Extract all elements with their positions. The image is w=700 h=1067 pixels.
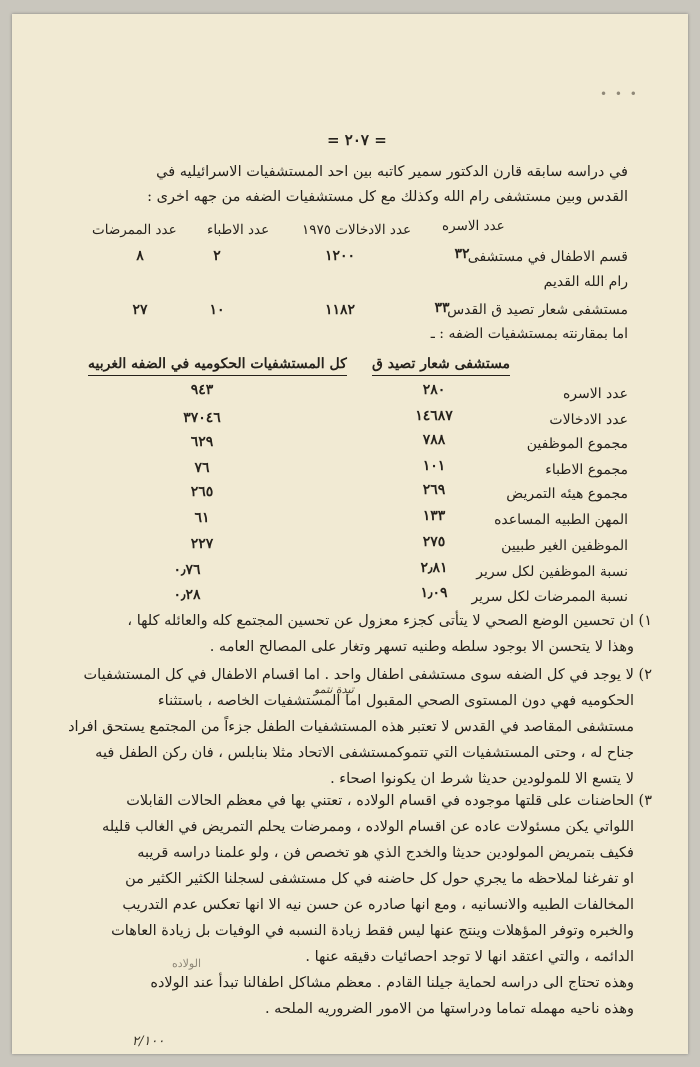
t2-value-b: ٢٦٥ bbox=[190, 484, 214, 500]
note-3-line: وهذه ناحيه مهمله تماما ودراستها من الامور الضروريه الملحه . bbox=[264, 1001, 634, 1017]
t1-value: ٢٧ bbox=[132, 302, 148, 318]
compare-intro: اما بمقارنته بمستشفيات الضفه : ـ bbox=[430, 326, 628, 342]
t2-value-b: ٣٧٠٤٦ bbox=[183, 410, 221, 426]
note-2-line: لا يتسع الا للمولودين حديثا شرط ان يكونوا اصحاء . bbox=[330, 771, 634, 787]
note-3-line: الدائمه ، والتي اعتقد انها لا توجد احصائيات دقيقه عنها . bbox=[305, 949, 634, 965]
t1-row-label: قسم الاطفال في مستشفى bbox=[467, 249, 628, 265]
note-2-line: الحكوميه فهي دون المستوى الصحي المقبول اما المستشفيات الخاصه ، باستثناء bbox=[157, 693, 634, 709]
note-3-line: او تفرغنا لملاحظه ما يجري حول كل حاضنه في كل مستشفى لسجلنا الكثير الكثير من bbox=[125, 871, 634, 887]
note-3-line: والخبره وتوفر المؤهلات وينتج عنها ليس فقط زيادة النسبه في الوفيات بل زيادة العاهات bbox=[111, 923, 634, 939]
note-3-line: وهذه تحتاج الى دراسه لحماية جيلنا القادم . معظم مشاكل اطفالنا تبدأ عند الولاده bbox=[150, 975, 634, 991]
t2-row-label: مجموع الاطباء bbox=[545, 462, 628, 478]
note-2-line: ٢) لا يوجد في كل الضفه سوى مستشفى اطفال واحد . اما اقسام الاطفال في كل المستشفيات bbox=[83, 667, 652, 683]
page-number: = ٢٠٧ = bbox=[327, 131, 387, 149]
t1-header-beds: عدد الاسره bbox=[442, 218, 505, 234]
note-1 bbox=[72, 614, 652, 664]
t1-value: ١٠ bbox=[209, 302, 225, 318]
t2-row-label: مجموع هيئه التمريض bbox=[506, 486, 628, 502]
note-3-line: ٣) الحاضنات على قلتها موجوده في اقسام الولاده ، تعتني بها في معظم الحالات القابلات bbox=[126, 793, 652, 809]
note-3 bbox=[72, 794, 652, 1034]
t1-value: ١١٨٢ bbox=[324, 302, 356, 318]
corner-marks: • • • bbox=[600, 87, 639, 101]
t2-header-col1: مستشفى شعار تصيد ق bbox=[372, 356, 510, 376]
t2-value-a: ١٫٠٩ bbox=[420, 585, 448, 601]
t2-value-a: ١٣٣ bbox=[422, 508, 446, 524]
note-1-line: ١) ان تحسين الوضع الصحي لا يتأتى كجزء معزول عن تحسين المجتمع كله والعائله كلها ، bbox=[127, 613, 652, 629]
t1-header-admissions: عدد الادخالات ١٩٧٥ bbox=[302, 222, 412, 238]
t1-value: ٣٢ bbox=[454, 246, 470, 262]
handwritten-note: تبدة نتمو bbox=[314, 683, 354, 696]
note-3-line: فكيف بتمريض المولودين حديثا والخدج الذي هو تخصص فن ، ولو علمنا دراسه قريبه bbox=[137, 845, 634, 861]
note-1-line: وهذا لا يتحسن الا بوجود سلطه وطنيه تسهر وتغار على المصالح العامه . bbox=[209, 639, 634, 655]
t2-header-col2: كل المستشفيات الحكوميه في الضفه الغربيه bbox=[88, 356, 347, 376]
t2-value-a: ٢٧٥ bbox=[422, 534, 446, 550]
t1-value: ٢ bbox=[213, 248, 221, 264]
t2-value-b: ٢٢٧ bbox=[190, 536, 214, 552]
t2-value-a: ٢٦٩ bbox=[422, 482, 446, 498]
t2-row-label: الموظفين الغير طبيين bbox=[501, 538, 628, 554]
t2-value-a: ٢٨٠ bbox=[422, 382, 446, 398]
t2-row-label: عدد الادخالات bbox=[549, 412, 628, 428]
note-2-line: جناح له ، وحتى المستشفيات التي تتموكمستشفى الاتحاد مثلا بنابلس ، فان ركن الطفل فيه bbox=[95, 745, 634, 761]
t2-value-b: ٩٤٣ bbox=[190, 382, 214, 398]
t2-value-a: ٧٨٨ bbox=[422, 432, 446, 448]
intro-line-1: في دراسه سابقه قارن الدكتور سمير كاتبه بين احد المستشفيات الاسرائيليه في bbox=[156, 164, 628, 180]
t1-row-label: رام الله القديم bbox=[543, 274, 628, 290]
t2-row-label: نسبة الموظفين لكل سرير bbox=[476, 564, 628, 580]
t2-value-b: ٦٢٩ bbox=[190, 434, 214, 450]
t2-value-b: ٠٫٢٨ bbox=[173, 587, 201, 603]
note-2 bbox=[68, 667, 652, 798]
t2-value-a: ١٠١ bbox=[422, 458, 446, 474]
t2-row-label: عدد الاسره bbox=[562, 386, 628, 402]
t2-value-b: ٦١ bbox=[194, 510, 210, 526]
t2-row-label: مجموع الموظفين bbox=[526, 436, 628, 452]
document-page bbox=[12, 14, 688, 1054]
t1-value: ١٢٠٠ bbox=[324, 248, 356, 264]
t2-value-b: ٠٫٧٦ bbox=[173, 562, 201, 578]
signature: ٢/١٠٠ bbox=[132, 1034, 165, 1049]
t1-value: ٣٣ bbox=[434, 300, 450, 316]
intro-line-2: القدس وبين مستشفى رام الله وكذلك مع كل مستشفيات الضفه من جهه اخرى : bbox=[147, 189, 628, 205]
t1-value: ٨ bbox=[136, 248, 144, 264]
t1-header-nurses: عدد الممرضات bbox=[92, 222, 177, 238]
note-3-line: اللواتي يكن مسئولات عاده عن اقسام الولاده ، وممرضات يحلم التمريض في الغالب قليله bbox=[101, 819, 634, 835]
t2-value-a: ١٤٦٨٧ bbox=[415, 408, 453, 424]
faint-margin-text: الولاده bbox=[172, 957, 202, 970]
note-2-line: مستشفى المقاصد في القدس لا تعتبر هذه المستشفيات الطفل جزءاً من المجتمع يستحق افراد bbox=[68, 719, 634, 735]
t1-row-label: مستشفى شعار تصيد ق القدس bbox=[447, 302, 628, 318]
t2-row-label: المهن الطبيه المساعده bbox=[494, 512, 628, 528]
t2-value-b: ٧٦ bbox=[194, 460, 210, 476]
t1-header-doctors: عدد الاطباء bbox=[207, 222, 270, 238]
note-3-line: المخالفات الطبيه والانسانيه ، ومع انها صادره عن حسن نيه الا انها تعكس عدم التدريب bbox=[122, 897, 634, 913]
t2-row-label: نسبة الممرضات لكل سرير bbox=[471, 589, 628, 605]
t2-value-a: ٢٫٨١ bbox=[420, 560, 448, 576]
